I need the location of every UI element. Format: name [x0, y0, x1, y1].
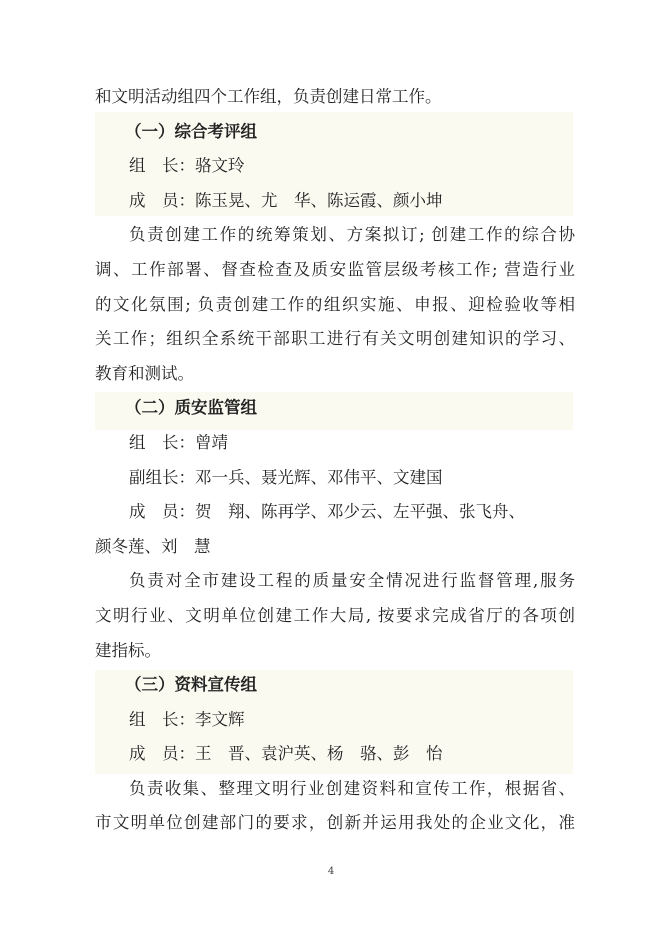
group-members: 成 员：王 晋、袁沪英、杨 骆、彭 怡 [129, 744, 443, 764]
paragraph-line: 负责收集、整理文明行业创建资料和宣传工作，根据省、 [129, 778, 575, 798]
paragraph-line: 的文化氛围; 负责创建工作的组织实施、申报、迎检验收等相 [95, 294, 575, 314]
group-deputy: 副组长：邓一兵、聂光辉、邓伟平、文建国 [129, 467, 443, 487]
page-number: 4 [327, 866, 335, 877]
group-leader: 组 长：骆文玲 [129, 156, 245, 176]
paragraph-line: 负责创建工作的统筹策划、方案拟订; 创建工作的综合协 [129, 225, 575, 245]
group-leader: 组 长：李文辉 [129, 709, 245, 729]
group-leader: 组 长：曾靖 [129, 432, 228, 452]
paragraph-line: 市文明单位创建部门的要求，创新并运用我处的企业文化，准 [95, 813, 575, 833]
paragraph-line: 和文明活动组四个工作组，负责创建日常工作。 [95, 87, 442, 106]
paragraph-line: 关工作；组织全系统干部职工进行有关文明创建知识的学习、 [95, 329, 575, 349]
section-heading: （二）质安监管组 [125, 398, 257, 418]
section-heading: （三）资料宣传组 [125, 675, 257, 695]
paragraph-line: 负责对全市建设工程的质量安全情况进行监督管理,服务 [129, 571, 575, 591]
section-heading: （一）综合考评组 [125, 121, 257, 141]
paragraph-line: 调、工作部署、督查检查及质安监管层级考核工作; 营造行业 [95, 259, 575, 279]
group-members: 颜冬莲、刘 慧 [95, 536, 211, 556]
group-members: 成 员：陈玉晃、尤 华、陈运霞、颜小坤 [129, 190, 443, 210]
paragraph-line: 教育和测试。 [95, 363, 194, 383]
paragraph-line: 文明行业、文明单位创建工作大局, 按要求完成省厅的各项创 [95, 605, 575, 625]
group-members: 成 员：贺 翔、陈再学、邓少云、左平强、张飞舟、 [129, 502, 525, 522]
document-body [95, 80, 575, 841]
paragraph-line: 建指标。 [95, 640, 161, 660]
